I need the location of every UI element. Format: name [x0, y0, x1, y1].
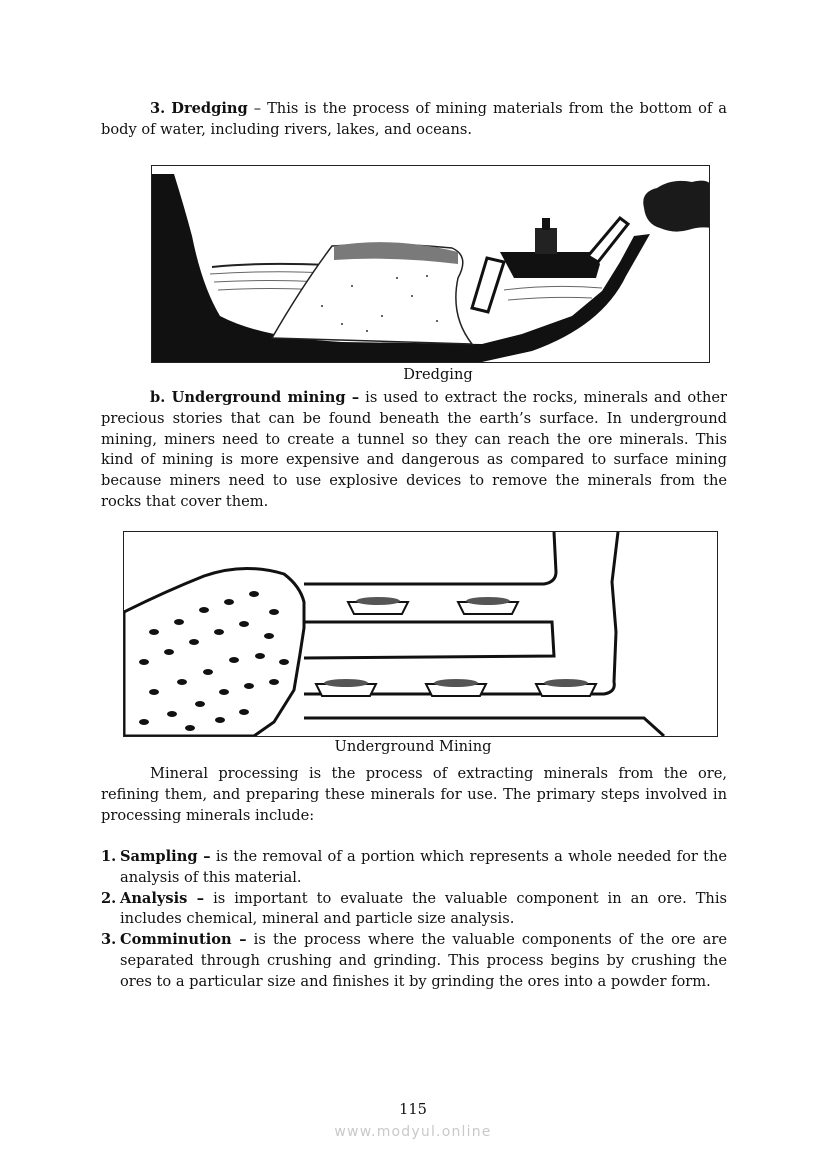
step-term: Sampling – [120, 848, 211, 865]
underground-paragraph [101, 388, 727, 513]
step-number: 3. [101, 931, 117, 949]
step-text: is the removal of a portion which represents a whole needed for the analysis of this material. [120, 848, 727, 886]
dredging-figure [151, 165, 710, 363]
dredging-illustration [152, 166, 709, 362]
list-item [101, 847, 727, 889]
underground-illustration [124, 532, 717, 736]
dredging-paragraph [101, 99, 727, 141]
processing-steps-list [101, 847, 727, 993]
list-item [101, 889, 727, 931]
processing-paragraph: Mineral processing is the process of extracting minerals from the ore, refining them, and preparing these minerals for use. The primary steps involved in processing minerals include: [101, 765, 727, 824]
dredging-caption: Dredging [403, 366, 473, 383]
step-number: 2. [101, 889, 117, 907]
underground-figure [123, 531, 718, 737]
watermark: www.modyul.online [334, 1124, 492, 1140]
dredging-term: Dredging [171, 100, 248, 117]
underground-caption: Underground Mining [334, 738, 492, 755]
step-text: is important to evaluate the valuable component in an ore. This includes chemical, mineral and particle size analysis. [120, 889, 727, 928]
dredging-text: – This is the process of mining materials from the bottom of a body of water, including rivers, lakes, and oceans. [101, 100, 727, 138]
dredging-number: 3. [150, 100, 166, 117]
step-term: Analysis – [120, 889, 205, 907]
step-text: is the process where the valuable components of the ore are separated through crushing and grinding. This process begins by crushing the ores to a particular size and finishes it by grinding the ores into a powder form. [120, 931, 727, 990]
underground-term: b. Underground mining – [150, 389, 360, 406]
step-number: 1. [101, 848, 117, 865]
step-term: Comminution – [120, 931, 247, 949]
page-number: 115 [399, 1101, 427, 1118]
underground-text: is used to extract the rocks, minerals and other precious stories that can be found beneath the earth’s surface. In underground mining, miners need to create a tunnel so they can reach the ore minerals. This kind of mining is more expensive and dangerous as compared to surface mining because miners need to use explosive devices to remove the minerals from the rocks that cover them. [101, 389, 727, 510]
list-item [101, 930, 727, 992]
